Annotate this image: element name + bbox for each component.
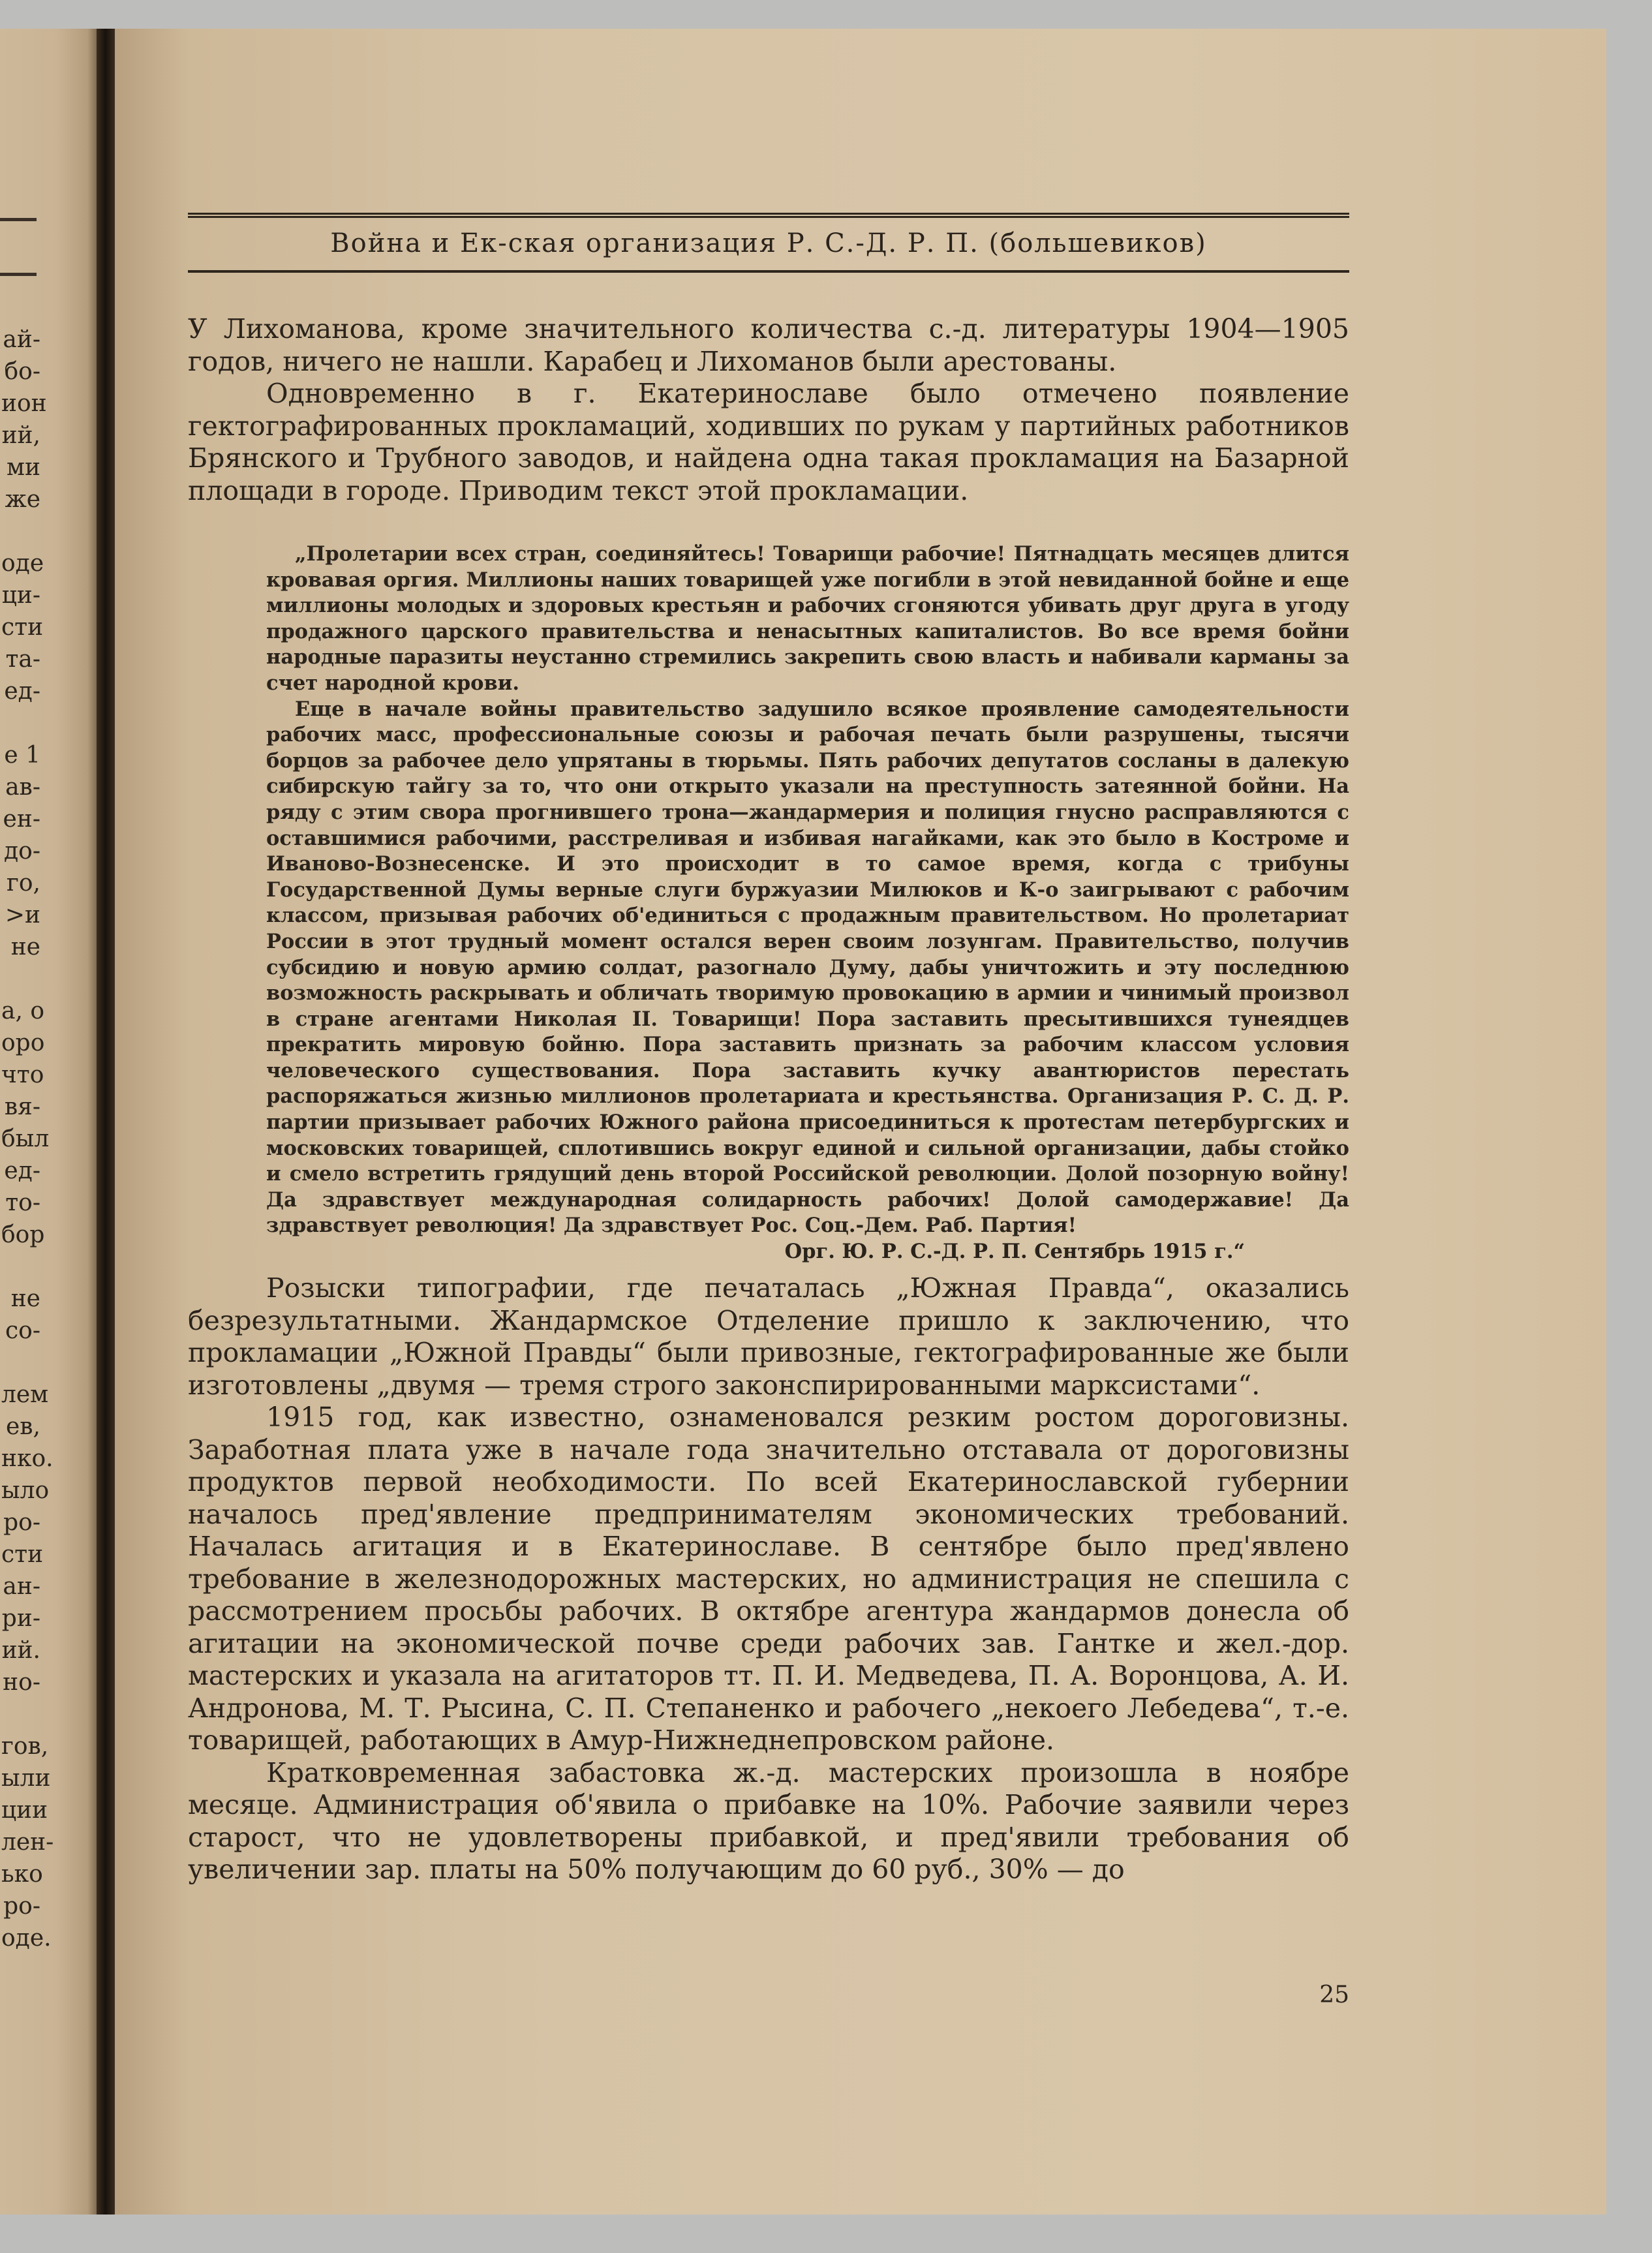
left-page-fragment: гов, [1,1733,49,1760]
left-page-fragment: ав- [5,774,40,801]
left-page-fragment: лен- [1,1829,54,1856]
left-page-fragment: оде. [1,1925,52,1952]
left-page-fragment: ро- [3,1509,40,1536]
left-page-fragment: ай- [3,326,40,353]
left-page-rule-bottom [0,273,37,276]
left-page-fragment: ро- [3,1893,40,1920]
left-page-rule-top [0,218,37,221]
left-page-fragment: оде [1,550,44,577]
left-page-fragment: ий. [1,1637,40,1664]
left-page-fragment: не [10,934,40,960]
left-page-fragment [1,515,40,547]
header-rule-bottom [188,270,1349,273]
left-page-fragment: ции [1,1797,48,1824]
quote-signature: Орг. Ю. Р. С.-Д. Р. П. Сентябрь 1915 г.“ [784,1240,1245,1264]
left-page-fragment: до- [3,838,40,865]
left-page-fragment: ыли [1,1765,51,1792]
left-page-fragment: со- [5,1317,40,1344]
quote-paragraph: „Пролетарии всех стран, соединяйтесь! Товарищи рабочие! Пятнадцать месяцев длится кровавая оргия. Миллионы наших товарищей уже погибли в этой невиданной бойне и еще миллионы молодых и здоровых крестьян и рабочих сгоняются убивать друг друга в угоду продажного царского правительства и ненасытных капиталистов. Во все время бойни народные паразиты неустанно стремились закрепить свою власть и набивали карманы за счет народной крови. [266,542,1349,695]
left-page-fragment: ан- [3,1573,40,1600]
left-page-fragment: был [1,1126,50,1152]
left-page-fragment [1,963,40,995]
left-page-fragment: ци- [1,582,40,609]
left-page-fragment: та- [5,646,40,673]
left-page-fragment: сти [1,614,44,641]
left-page-fragment: ий, [1,422,40,449]
paragraph: У Лихоманова, кроме значительного количества с.-д. литературы 1904—1905 годов, ничего не нашли. Карабец и Лихоманов были арестованы. [188,313,1349,377]
paragraph: Розыски типографии, где печаталась „Южная Правда“, оказались безрезультатными. Жандармское Отделение пришло к заключению, что прокламации „Южной Правды“ были привозные, гектографированные же были изготовлены „двумя — тремя строго законспирированными марксистами“. [188,1272,1349,1401]
left-page-fragment: ион [1,390,47,417]
page-number: 25 [1319,1982,1349,2008]
left-page-fragment: ев, [5,1413,40,1440]
left-page-fragment: ыло [1,1477,50,1504]
left-page-fragment: вя- [4,1094,40,1120]
left-page-fragment: ми [7,454,40,481]
left-page-fragment: но- [3,1669,40,1696]
left-page-fragment: сти [1,1541,44,1568]
left-page-fragment: бо- [4,358,40,385]
left-page-fragment: бор [1,1221,45,1248]
paragraph: 1915 год, как известно, ознаменовался резким ростом дороговизны. Заработная плата уже в начале года значительно отставала от дороговизны продуктов первой необходимости. По всей Екатеринославской губернии началось пред'явление предпринимателям экономических требований. Началась агитация и в Екатеринославе. В сентябре было пред'явлено требование в железнодорожных мастерских, но администрация не спешила с рассмотрением просьбы рабочих. В октябре агентура жандармов донесла об агитации на экономической почве среди рабочих зав. Гантке и жел.-дор. мастерских и указала на агитаторов тт. П. И. Медведева, П. А. Воронцова, А. И. Андронова, М. Т. Рысина, С. П. Степаненко и рабочего „некоего Лебедева“, т.-е. товарищей, работающих в Амур-Нижнеднепровском районе. [188,1402,1349,1756]
quote-paragraph: Еще в начале войны правительство задушило всякое проявление самодеятельности рабочих масс, профессиональные союзы и рабочая печать были разрушены, тысячи борцов за рабочее дело упрятаны в тюрьмы. Пять рабочих депутатов сосланы в далекую сибирскую тайгу за то, что они открыто указали на преступность затеянной бойни. На ряду с этим свора прогнившего трона—жандармерия и полиция гнусно расправляются с оставшимися рабочими, расстреливая и избивая нагайками, как это было в Костроме и Иваново-Вознесенске. И это происходит в то самое время, когда с трибуны Государственной Думы верные слуги буржуазии Милюков и К-о заигрывают с рабочим классом, призывая рабочих об'единиться с продажным правительством. Но пролетариат России в этот трудный момент остался верен своим лозунгам. Правительство, получив субсидию и новую армию солдат, разогнало Думу, дабы уничтожить и эту последнюю возможность раскрывать и обличать творимую провокацию в армии и чинимый произвол в стране агентами Николая II. Товарищи! Пора заставить пресытившихся тунеядцев прекратить мировую бойню. Пора заставить признать за рабочим классом условия человеческого существования. Пора заставить кучку авантюристов перестать распоряжаться жизнью миллионов пролетариата и крестьянства. Организация Р. С. Д. Р. партии призывает рабочих Южного района присоединиться к протестам петербургских и московских товарищей, сплотившись вокруг единой и сильной организации, дабы стойко и смело встретить грядущий день второй Российской революции. Долой позорную войну! Да здравствует международная солидарность рабочих! Долой самодержавие! Да здравствует революция! Да здравствует Рос. Соц.-Дем. Раб. Партия! [266,697,1349,1238]
left-page-fragment: что [1,1062,44,1088]
left-page-fragment: го, [7,870,40,897]
left-page-fragment: ен- [3,806,40,833]
left-page-fragment: лем [1,1381,49,1408]
left-page-fragment: то- [5,1189,40,1216]
left-page-fragment: а, о [1,998,45,1024]
left-page-fragment: ько [1,1861,43,1888]
left-page-fragment: е 1 [4,742,40,769]
left-page-fragment [1,1251,40,1283]
body-text-top [188,313,1349,507]
running-header: Война и Ек-ская организация Р. С.-Д. Р. П. (большевиков) [330,228,1207,258]
left-page-fragment: >и [5,902,40,928]
left-page-fragment: ед- [4,1157,40,1184]
body-text-bottom [188,1272,1349,1886]
left-page-fragment [1,1347,40,1379]
left-page-fragment: оро [1,1030,45,1056]
left-page-fragment: нко. [1,1445,54,1472]
left-page-fragment: ед- [4,678,40,705]
left-page-fragment: ри- [1,1605,40,1632]
left-page-fragment [1,1698,40,1730]
book-page [115,29,1606,2215]
paragraph: Одновременно в г. Екатеринославе было отмечено появление гектографированных прокламаций, ходивших по рукам у партийных работников Брянского и Трубного заводов, и найдена одна такая прокламация на Базарной площади в городе. Приводим текст этой прокламации. [188,378,1349,506]
left-page-fragment [1,707,40,739]
left-page-fragment: не [10,1285,40,1312]
left-page-text-fragments [1,324,54,1954]
proclamation-quote [266,542,1349,1265]
left-page-fragment: же [5,486,40,513]
paragraph: Кратковременная забастовка ж.-д. мастерских произошла в ноябре месяце. Администрация об'явила о прибавке на 10%. Рабочие заявили через старост, что не удовлетворены прибавкой, и пред'явили требования об увеличении зар. платы на 50% получающим до 60 руб., 30% — до [188,1756,1349,1885]
previous-page-edge [0,29,103,2215]
header-rule-top [188,213,1349,218]
